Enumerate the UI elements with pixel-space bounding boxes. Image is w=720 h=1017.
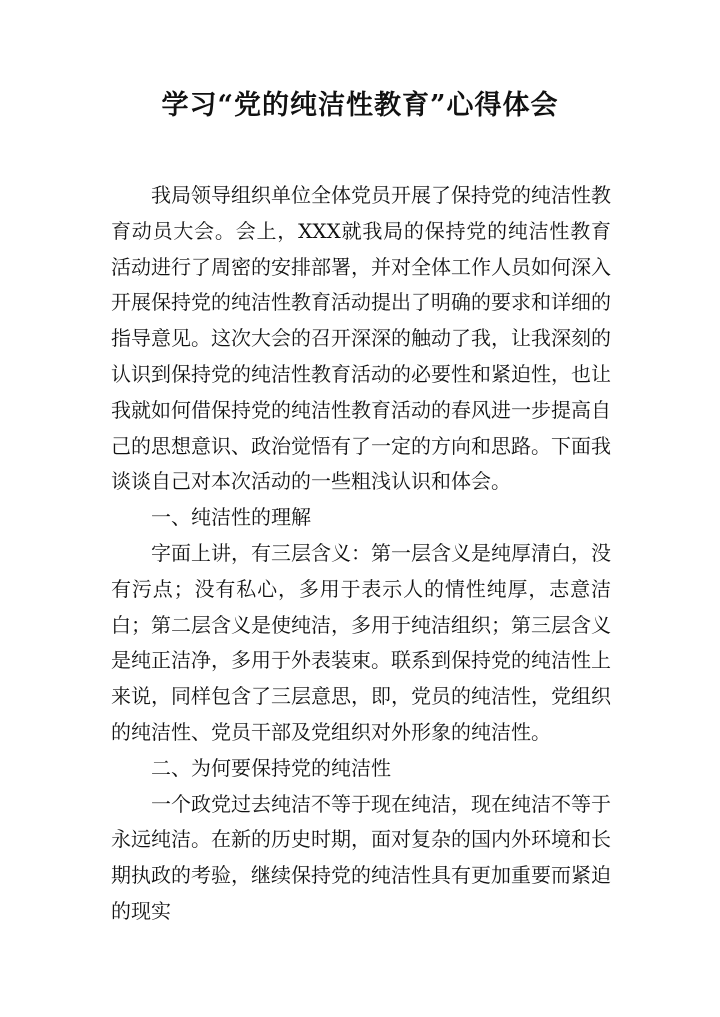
paragraph-section-1: 字面上讲，有三层含义：第一层含义是纯厚清白，没有污点；没有私心，多用于表示人的情性纯厚，志意洁白；第二层含义是使纯洁，多用于纯洁组织；第三层含义是纯正洁净，多用于外表装束。联系到保持党的纯洁性上来说，同样包含了三层意思，即，党员的纯洁性，党组织的纯洁性、党员干部及党组织对外形象的纯洁性。: [111, 540, 611, 744]
section-heading-2: 二、为何要保持党的纯洁性: [151, 755, 391, 780]
paragraph-section-2: 一个政党过去纯洁不等于现在纯洁，现在纯洁不等于永远纯洁。在新的历史时期，面对复杂的国内外环境和长期执政的考验，继续保持党的纯洁性具有更加重要而紧迫的现实: [111, 791, 611, 923]
document-title: 学习“党的纯洁性教育”心得体会: [161, 90, 559, 121]
section-heading-1: 一、纯洁性的理解: [151, 505, 311, 530]
paragraph-intro: 我局领导组织单位全体党员开展了保持党的纯洁性教育动员大会。会上，XXX就我局的保持党的纯洁性教育活动进行了周密的安排部署，并对全体工作人员如何深入开展保持党的纯洁性教育活动提出了明确的要求和详细的指导意见。这次大会的召开深深的触动了我，让我深刻的认识到保持党的纯洁性教育活动的必要性和紧迫性，也让我就如何借保持党的纯洁性教育活动的春风进一步提高自己的思想意识、政治觉悟有了一定的方向和思路。下面我谈谈自己对本次活动的一些粗浅认识和体会。: [111, 183, 611, 494]
document-body: [111, 178, 611, 930]
